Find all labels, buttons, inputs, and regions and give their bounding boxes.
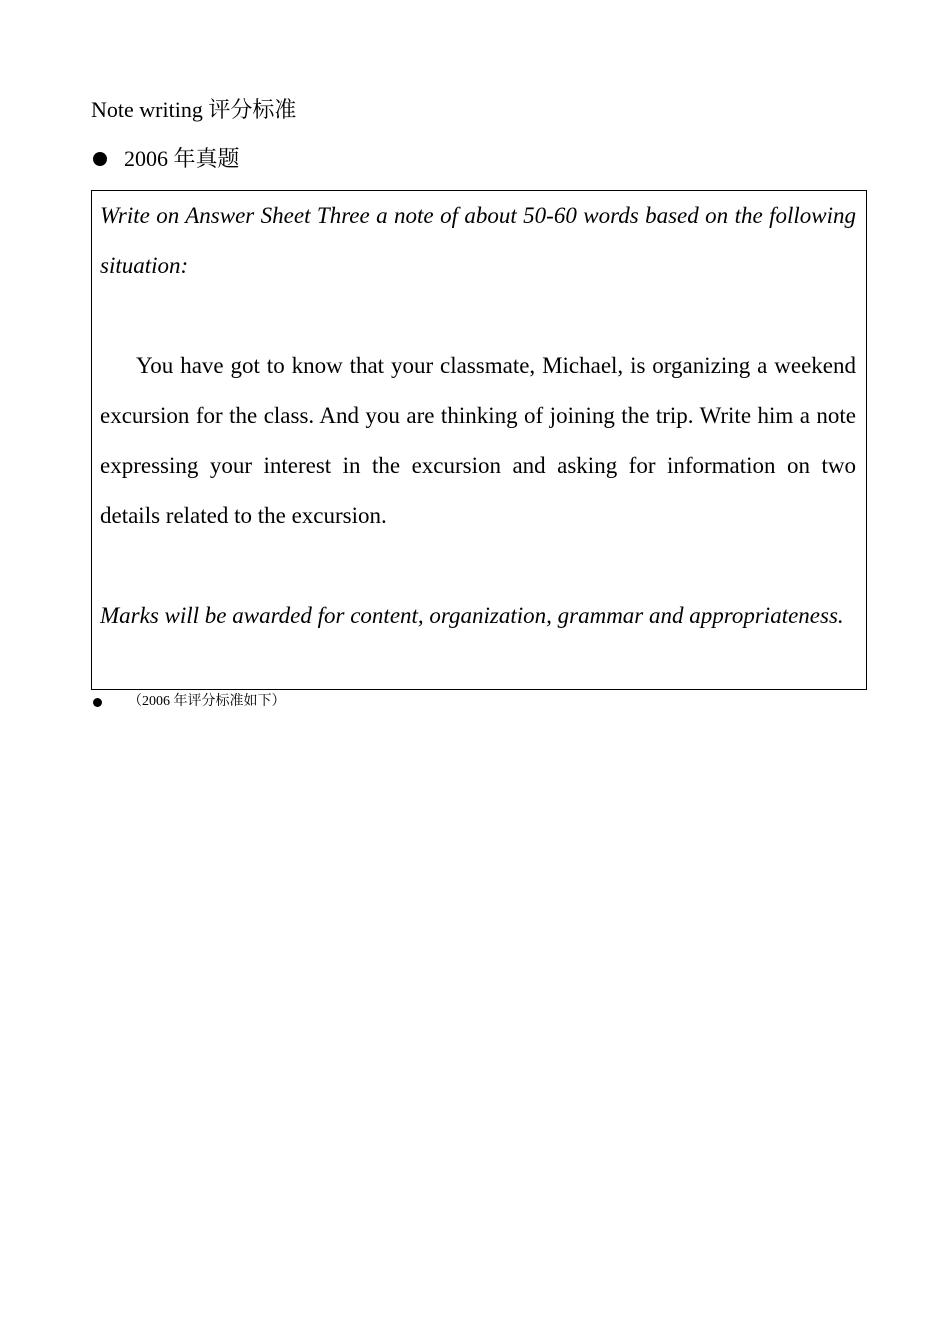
blank-line bbox=[100, 541, 856, 591]
marks-statement: Marks will be awarded for content, organization, grammar and appropriateness. bbox=[100, 603, 844, 628]
bullet-icon bbox=[93, 152, 107, 166]
blank-line bbox=[100, 291, 856, 341]
bullet-icon bbox=[93, 698, 102, 707]
year-bullet-label: 2006 年真题 bbox=[124, 146, 240, 171]
page-heading: Note writing 评分标准 bbox=[91, 97, 297, 122]
task-situation: You have got to know that your classmate, Michael, is organizing a weekend excursion for the class. And you are thinking of joining the trip. Write him a note expressing your interest in the excursion and asking for information on two details related to the excursion. bbox=[100, 353, 856, 528]
writing-task-box bbox=[91, 190, 867, 690]
year-bullet-item bbox=[91, 144, 240, 174]
footnote-label: （2006 年评分标准如下） bbox=[128, 694, 286, 709]
footnote-bullet-item bbox=[91, 692, 286, 712]
task-instruction: Write on Answer Sheet Three a note of about 50-60 words based on the following situation: bbox=[100, 203, 856, 278]
